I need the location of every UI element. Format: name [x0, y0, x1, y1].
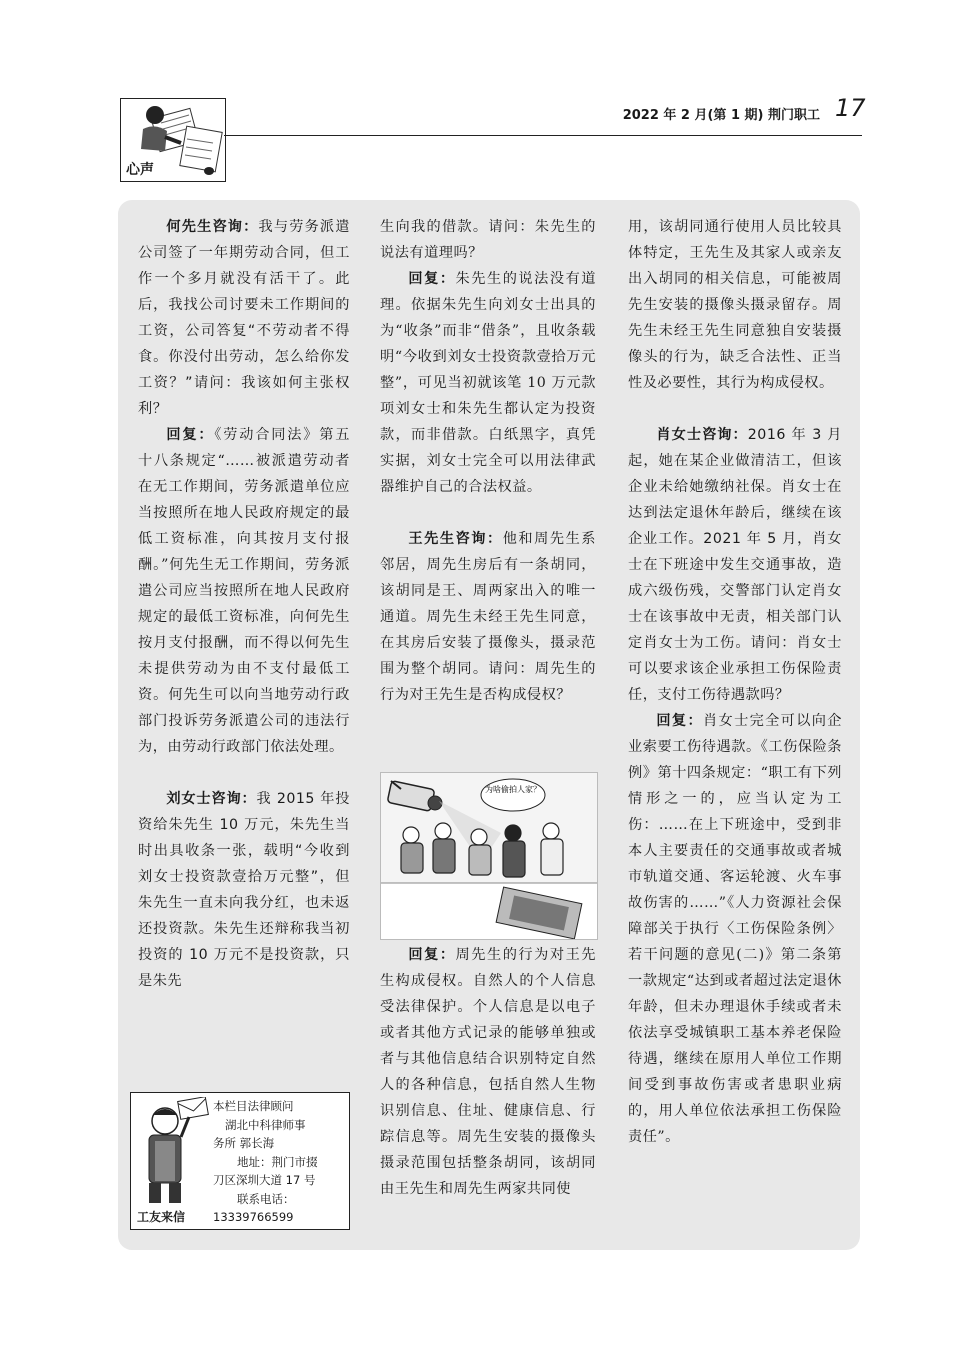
- column-1: [138, 214, 350, 994]
- answer-liu: 回复：朱先生的说法没有道理。依据朱先生向刘女士出具的为“收条”而非“借条”，且收条载明“今收到刘女士投资款壹拾万元整”，可见当初就该笔 10 万元款项刘女士和朱先生都认定为投资款，而非借款。白纸黑字，真凭实据，刘女士完全可以用法律武器维护自己的合法权益。: [380, 271, 596, 495]
- column-logo: [120, 98, 226, 182]
- camera-cartoon: [380, 772, 598, 940]
- column-2-lower: [380, 942, 596, 1202]
- worker-letter-illustration: [135, 1097, 215, 1207]
- advisor-label: 工友来信: [137, 1210, 186, 1224]
- question-xiao: 肖女士咨询：2016 年 3 月起，她在某企业做清洁工，但该企业未给她缴纳社保。肖女士在达到法定退休年龄后，继续在该企业工作。2021 年 5 月，肖女士在下班途中发生交通事故，造成六级伤残，交警部门认定肖女士在该事故中无责，相关部门认定肖女士为工伤。请问：肖女士可以要求该企业承担工伤保险责任，支付工伤待遇款吗？: [628, 427, 842, 703]
- advisor-info: 本栏目法律顾问 湖北中科律师事 务所 郭长海 地址：荆门市掇 刀区深圳大道 17 号 联系电话： 13339766599: [213, 1099, 318, 1224]
- answer-wang-cont: 用，该胡同通行使用人员比较具体特定，王先生及其家人或亲友出入胡同的相关信息，可能被周先生安装的摄像头摄录留存。周先生未经王先生同意独自安装摄像头的行为，缺乏合法性、正当性及必要性，其行为构成侵权。: [628, 219, 842, 391]
- question-liu-cont: 生向我的借款。请问：朱先生的说法有道理吗？: [380, 219, 596, 261]
- answer-xiao: 回复：肖女士完全可以向企业索要工伤待遇款。《工伤保险条例》第十四条规定：“职工有下列情形之一的，应当认定为工伤：……在上下班途中，受到非本人主要责任的交通事故或者城市轨道交通、客运轮渡、火车事故伤害的……”《人力资源社会保障部关于执行〈工伤保险条例〉若干问题的意见(二)》第二条第一款规定“达到或者超过法定退休年龄，但未办理退休手续或者未依法享受城镇职工基本养老保险待遇，继续在原用人单位工作期间受到事故伤害或者患职业病的，用人单位依法承担工伤保险责任”。: [628, 713, 842, 1145]
- question-liu: 刘女士咨询：我 2015 年投资给朱先生 10 万元，朱先生当时出具收条一张，载明“今收到刘女士投资款壹拾万元整”，但朱先生一直未向我分红，也未返还投资款。朱先生还辩称我当初投资的 10 万元不是投资款，只是朱先: [138, 791, 350, 989]
- header-rule: [224, 135, 862, 136]
- column-3: [628, 214, 842, 1150]
- issue-info: 2022 年 2 月(第 1 期) 荆门职工: [622, 108, 820, 123]
- answer-wang: 回复：周先生的行为对王先生构成侵权。自然人的个人信息受法律保护。个人信息是以电子或者其他方式记录的能够单独或者与其他信息结合识别特定自然人的各种信息，包括自然人生物识别信息、住址、健康信息、行踪信息等。周先生安装的摄像头摄录范围包括整条胡同，该胡同由王先生和周先生两家共同使: [380, 947, 596, 1197]
- legal-advisor-box: [130, 1092, 350, 1230]
- column-name: 心声: [124, 159, 156, 179]
- bubble-text: 为啥偷拍人家？: [485, 785, 541, 794]
- answer-he: 回复：《劳动合同法》第五十八条规定“……被派遣劳动者在无工作期间，劳务派遣单位应当按照所在地人民政府规定的最低工资标准，向其按月支付报酬。”何先生无工作期间，劳务派遣公司应当按照所在地人民政府规定的最低工资标准，向何先生按月支付报酬，而不得以何先生未提供劳动为由不支付最低工资。何先生可以向当地劳动行政部门投诉劳务派遣公司的违法行为，由劳动行政部门依法处理。: [138, 427, 350, 755]
- page-number: 17: [835, 94, 866, 122]
- question-he: 何先生咨询：我与劳务派遣公司签了一年期劳动合同，但工作一个多月就没有活干了。此后，我找公司讨要未工作期间的工资，公司答复“不劳动者不得食。你没付出劳动，怎么给你发工资？”请问：我该如何主张权利？: [138, 219, 350, 417]
- question-wang: 王先生咨询：他和周先生系邻居，周先生房后有一条胡同，该胡同是王、周两家出入的唯一通道。周先生未经王先生同意，在其房后安装了摄像头，摄录范围为整个胡同。请问：周先生的行为对王先生是否构成侵权？: [380, 531, 596, 703]
- column-2: [380, 214, 596, 708]
- cartoon-illustration: [381, 773, 597, 939]
